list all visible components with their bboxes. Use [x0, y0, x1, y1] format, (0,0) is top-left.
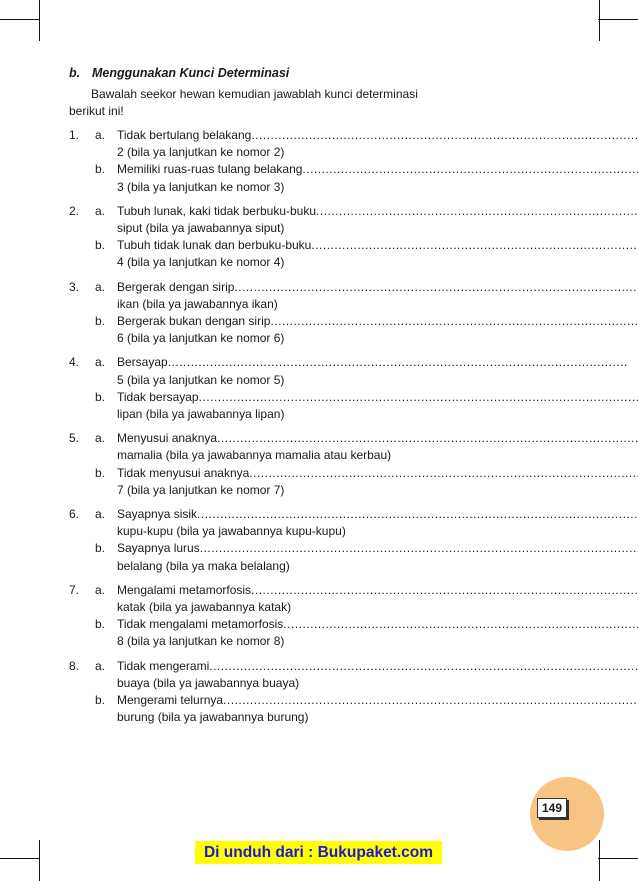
- option-line: [117, 354, 638, 371]
- item-options: [95, 354, 638, 423]
- item-number: 4.: [69, 355, 80, 370]
- option-line: [117, 658, 638, 675]
- dot-leader: [234, 279, 638, 296]
- option-text: Tidak mengalami metamorfosis: [117, 617, 284, 632]
- dot-leader: [251, 127, 638, 144]
- option-letter: a.: [95, 279, 106, 294]
- option-result: katak (bila ya jawabannya katak): [117, 600, 292, 615]
- option-result: 8 (bila ya lanjutkan ke nomor 8): [117, 634, 285, 649]
- item-number: 5.: [69, 431, 80, 446]
- dot-leader: [168, 354, 638, 371]
- crop-mark: [0, 858, 40, 859]
- option-text: Tubuh tidak lunak dan berbuku-buku: [117, 238, 312, 253]
- key-item: [69, 430, 454, 499]
- crop-mark: [598, 19, 638, 20]
- option-letter: b.: [95, 617, 106, 632]
- option-text: Bergerak dengan sirip: [117, 279, 235, 294]
- option-body: [117, 692, 638, 726]
- crop-mark: [0, 19, 40, 20]
- option-text: Tidak menyusui anaknya: [117, 465, 250, 480]
- key-item: [69, 279, 454, 348]
- option-text: Sayapnya sisik: [117, 507, 198, 522]
- key-option: [95, 237, 638, 271]
- key-item: [69, 658, 454, 727]
- item-options: [95, 430, 638, 499]
- dot-leader: [217, 430, 638, 447]
- crop-mark: [598, 858, 638, 859]
- dot-leader: [270, 313, 638, 330]
- option-body: [117, 161, 638, 195]
- option-line: [117, 203, 638, 220]
- option-text: Mengerami telurnya: [117, 693, 224, 708]
- item-options: [95, 203, 638, 272]
- option-letter: a.: [95, 431, 106, 446]
- option-letter: a.: [95, 507, 106, 522]
- dot-leader: [197, 506, 638, 523]
- option-body: [117, 279, 638, 313]
- option-letter: b.: [95, 314, 106, 329]
- item-options: [95, 127, 638, 196]
- option-letter: a.: [95, 128, 106, 142]
- dot-leader: [200, 540, 638, 557]
- dot-leader: [283, 616, 638, 633]
- option-text: Tidak bertulang belakang: [117, 128, 252, 142]
- option-line: [117, 237, 638, 254]
- option-letter: b.: [95, 541, 106, 556]
- option-body: [117, 540, 638, 574]
- key-option: [95, 279, 638, 313]
- key-item: [69, 127, 454, 196]
- option-result: burung (bila ya jawabannya burung): [117, 710, 309, 725]
- key-item: [69, 506, 454, 575]
- dot-leader: [249, 465, 638, 482]
- item-number: 1.: [69, 128, 80, 142]
- option-text: Sayapnya lurus: [117, 541, 200, 556]
- option-result: belalang (bila ya maka belalang): [117, 558, 290, 573]
- key-option: [95, 389, 638, 423]
- dot-leader: [199, 389, 638, 406]
- option-result: buaya (bila ya jawabannya buaya): [117, 675, 300, 690]
- crop-mark: [599, 0, 600, 41]
- option-text: Memiliki ruas-ruas tulang belakang: [117, 162, 303, 177]
- option-result: 2 (bila ya lanjutkan ke nomor 2): [117, 145, 285, 160]
- dot-leader: [209, 658, 638, 675]
- option-body: [117, 389, 638, 423]
- key-item: [69, 203, 454, 272]
- option-body: [117, 203, 638, 237]
- option-result: 5 (bila ya lanjutkan ke nomor 5): [117, 372, 285, 387]
- option-body: [117, 616, 638, 650]
- option-line: [117, 616, 638, 633]
- option-letter: a.: [95, 203, 106, 218]
- key-option: [95, 465, 638, 499]
- key-option: [95, 658, 638, 692]
- option-body: [117, 354, 638, 388]
- section-title-text: Menggunakan Kunci Determinasi: [92, 66, 290, 80]
- page-content: [69, 66, 454, 734]
- option-result: 4 (bila ya lanjutkan ke nomor 4): [117, 255, 285, 270]
- option-text: Menyusui anaknya: [117, 431, 218, 446]
- key-option: [95, 582, 638, 616]
- item-number: 8.: [69, 658, 80, 673]
- key-option: [95, 313, 638, 347]
- crop-mark: [39, 0, 40, 41]
- section-title: [69, 66, 454, 80]
- option-result: mamalia (bila ya jawabannya mamalia atau kerbau): [117, 448, 392, 463]
- intro-text: Bawalah seekor hewan kemudian jawablah kunci determinasi berikut ini!: [69, 87, 418, 118]
- option-letter: b.: [95, 389, 106, 404]
- option-letter: b.: [95, 238, 106, 253]
- option-result: 7 (bila ya lanjutkan ke nomor 7): [117, 482, 285, 497]
- key-item: [69, 354, 454, 423]
- key-option: [95, 506, 638, 540]
- dot-leader: [251, 582, 638, 599]
- item-options: [95, 582, 638, 651]
- option-text: Tidak bersayap: [117, 389, 199, 404]
- option-text: Mengalami metamorfosis: [117, 582, 252, 597]
- option-letter: a.: [95, 658, 106, 673]
- option-body: [117, 430, 638, 464]
- option-line: [117, 692, 638, 709]
- option-body: [117, 658, 638, 692]
- option-line: [117, 540, 638, 557]
- key-option: [95, 540, 638, 574]
- option-letter: a.: [95, 355, 106, 370]
- key-option: [95, 692, 638, 726]
- key-option: [95, 127, 638, 161]
- option-body: [117, 465, 638, 499]
- option-line: [117, 582, 638, 599]
- option-line: [117, 506, 638, 523]
- option-line: [117, 161, 638, 178]
- item-options: [95, 506, 638, 575]
- crop-mark: [39, 840, 40, 881]
- option-body: [117, 127, 638, 161]
- option-letter: b.: [95, 162, 106, 177]
- item-number: 2.: [69, 203, 80, 218]
- option-text: Bergerak bukan dengan sirip: [117, 314, 271, 329]
- key-option: [95, 354, 638, 388]
- option-line: [117, 279, 638, 296]
- download-banner[interactable]: Di unduh dari : Bukupaket.com: [195, 841, 442, 864]
- option-letter: b.: [95, 693, 106, 708]
- option-letter: b.: [95, 465, 106, 480]
- item-options: [95, 658, 638, 727]
- option-body: [117, 237, 638, 271]
- option-result: 6 (bila ya lanjutkan ke nomor 6): [117, 331, 285, 346]
- option-text: Tidak mengerami: [117, 658, 210, 673]
- option-line: [117, 430, 638, 447]
- option-result: kupu-kupu (bila ya jawabannya kupu-kupu): [117, 524, 346, 539]
- option-letter: a.: [95, 582, 106, 597]
- determination-key-list: [69, 127, 454, 727]
- item-number: 3.: [69, 279, 80, 294]
- option-line: [117, 127, 638, 144]
- key-option: [95, 203, 638, 237]
- item-number: 7.: [69, 582, 80, 597]
- option-result: ikan (bila ya jawabannya ikan): [117, 296, 278, 311]
- section-letter: b.: [69, 66, 81, 80]
- option-line: [117, 313, 638, 330]
- key-item: [69, 582, 454, 651]
- item-number: 6.: [69, 507, 80, 522]
- key-option: [95, 616, 638, 650]
- option-result: 3 (bila ya lanjutkan ke nomor 3): [117, 179, 285, 194]
- dot-leader: [316, 203, 638, 220]
- dot-leader: [302, 161, 638, 178]
- page-number: 149: [537, 798, 567, 818]
- option-body: [117, 506, 638, 540]
- option-line: [117, 389, 638, 406]
- crop-mark: [599, 840, 600, 881]
- option-body: [117, 582, 638, 616]
- dot-leader: [223, 692, 638, 709]
- option-result: siput (bila ya jawabannya siput): [117, 221, 285, 236]
- key-option: [95, 430, 638, 464]
- option-text: Bersayap: [117, 355, 168, 370]
- option-line: [117, 465, 638, 482]
- option-text: Tubuh lunak, kaki tidak berbuku-buku: [117, 203, 317, 218]
- key-option: [95, 161, 638, 195]
- item-options: [95, 279, 638, 348]
- option-body: [117, 313, 638, 347]
- dot-leader: [311, 237, 638, 254]
- option-result: lipan (bila ya jawabannya lipan): [117, 407, 285, 422]
